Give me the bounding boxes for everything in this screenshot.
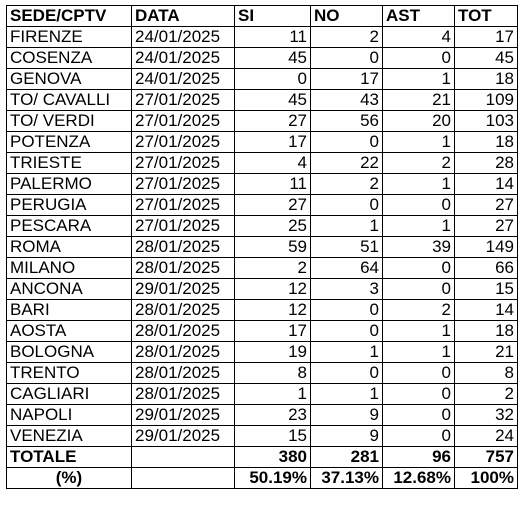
cell-ast: 0 [383,384,455,405]
cell-data: 28/01/2025 [132,342,235,363]
cell-tot: 18 [455,321,518,342]
cell-no: 2 [311,174,383,195]
cell-sede: GENOVA [7,69,132,90]
cell-data: 29/01/2025 [132,405,235,426]
cell-sede: COSENZA [7,48,132,69]
cell-tot: 28 [455,153,518,174]
table-row [7,363,518,384]
cell-ast: 0 [383,195,455,216]
header-tot: TOT [455,6,518,27]
cell-sede: NAPOLI [7,405,132,426]
cell-si: 45 [235,48,311,69]
cell-no: 9 [311,405,383,426]
cell-si: 25 [235,216,311,237]
table-row [7,69,518,90]
cell-tot: 32 [455,405,518,426]
cell-sede: POTENZA [7,132,132,153]
table-row [7,300,518,321]
cell-sede: ROMA [7,237,132,258]
cell-data: 28/01/2025 [132,363,235,384]
cell-sede: VENEZIA [7,426,132,447]
table-row [7,195,518,216]
cell-no: 17 [311,69,383,90]
table-row [7,279,518,300]
cell-sede: ANCONA [7,279,132,300]
cell-data: 27/01/2025 [132,90,235,111]
cell-tot: 2 [455,384,518,405]
cell-no: 64 [311,258,383,279]
cell-sede: BARI [7,300,132,321]
table-row [7,384,518,405]
cell-si: 0 [235,69,311,90]
cell-sede: TO/ VERDI [7,111,132,132]
percent-data [132,468,235,489]
cell-si: 23 [235,405,311,426]
cell-si: 17 [235,132,311,153]
cell-data: 24/01/2025 [132,27,235,48]
cell-si: 8 [235,363,311,384]
cell-no: 1 [311,216,383,237]
cell-ast: 1 [383,132,455,153]
cell-no: 0 [311,321,383,342]
cell-tot: 15 [455,279,518,300]
cell-ast: 1 [383,174,455,195]
percent-label: (%) [7,468,132,489]
cell-si: 12 [235,300,311,321]
table-row [7,426,518,447]
cell-ast: 2 [383,300,455,321]
cell-no: 0 [311,363,383,384]
cell-tot: 14 [455,300,518,321]
cell-ast: 0 [383,258,455,279]
results-table [6,5,518,489]
total-ast: 96 [383,447,455,468]
cell-tot: 18 [455,132,518,153]
cell-si: 12 [235,279,311,300]
percent-row [7,468,518,489]
cell-data: 27/01/2025 [132,132,235,153]
cell-si: 27 [235,195,311,216]
table-row [7,258,518,279]
total-tot: 757 [455,447,518,468]
cell-no: 0 [311,48,383,69]
cell-data: 27/01/2025 [132,153,235,174]
cell-si: 1 [235,384,311,405]
cell-sede: BOLOGNA [7,342,132,363]
cell-si: 4 [235,153,311,174]
header-data: DATA [132,6,235,27]
cell-ast: 0 [383,48,455,69]
cell-si: 19 [235,342,311,363]
cell-si: 2 [235,258,311,279]
cell-data: 29/01/2025 [132,279,235,300]
cell-tot: 8 [455,363,518,384]
cell-data: 27/01/2025 [132,195,235,216]
cell-ast: 4 [383,27,455,48]
cell-data: 27/01/2025 [132,216,235,237]
cell-ast: 2 [383,153,455,174]
cell-ast: 0 [383,426,455,447]
cell-ast: 1 [383,216,455,237]
cell-sede: AOSTA [7,321,132,342]
cell-no: 56 [311,111,383,132]
percent-tot: 100% [455,468,518,489]
cell-ast: 21 [383,90,455,111]
cell-tot: 18 [455,69,518,90]
cell-si: 15 [235,426,311,447]
cell-data: 28/01/2025 [132,321,235,342]
cell-data: 24/01/2025 [132,69,235,90]
total-si: 380 [235,447,311,468]
header-si: SI [235,6,311,27]
cell-data: 28/01/2025 [132,384,235,405]
header-no: NO [311,6,383,27]
table-row [7,321,518,342]
cell-no: 1 [311,342,383,363]
cell-tot: 45 [455,48,518,69]
cell-si: 59 [235,237,311,258]
cell-no: 43 [311,90,383,111]
cell-data: 28/01/2025 [132,237,235,258]
total-row [7,447,518,468]
cell-no: 22 [311,153,383,174]
cell-si: 27 [235,111,311,132]
cell-sede: CAGLIARI [7,384,132,405]
table-row [7,216,518,237]
table-row [7,174,518,195]
table-row [7,27,518,48]
cell-ast: 0 [383,279,455,300]
table-row [7,405,518,426]
cell-data: 28/01/2025 [132,300,235,321]
cell-ast: 0 [383,405,455,426]
header-row [7,6,518,27]
cell-si: 11 [235,27,311,48]
cell-data: 24/01/2025 [132,48,235,69]
table-row [7,153,518,174]
cell-tot: 66 [455,258,518,279]
cell-sede: PERUGIA [7,195,132,216]
cell-no: 2 [311,27,383,48]
cell-no: 1 [311,384,383,405]
percent-si: 50.19% [235,468,311,489]
cell-sede: TO/ CAVALLI [7,90,132,111]
cell-data: 27/01/2025 [132,174,235,195]
cell-ast: 1 [383,69,455,90]
cell-ast: 0 [383,363,455,384]
cell-data: 29/01/2025 [132,426,235,447]
table-row [7,237,518,258]
cell-tot: 24 [455,426,518,447]
cell-sede: PALERMO [7,174,132,195]
header-ast: AST [383,6,455,27]
cell-no: 3 [311,279,383,300]
total-no: 281 [311,447,383,468]
cell-si: 17 [235,321,311,342]
cell-data: 27/01/2025 [132,111,235,132]
table-body [7,27,518,447]
table-row [7,132,518,153]
cell-no: 0 [311,195,383,216]
table-row [7,342,518,363]
cell-tot: 27 [455,216,518,237]
cell-tot: 149 [455,237,518,258]
cell-ast: 1 [383,321,455,342]
cell-sede: MILANO [7,258,132,279]
table-row [7,111,518,132]
cell-no: 0 [311,132,383,153]
cell-ast: 39 [383,237,455,258]
cell-tot: 14 [455,174,518,195]
percent-no: 37.13% [311,468,383,489]
cell-sede: TRENTO [7,363,132,384]
cell-tot: 17 [455,27,518,48]
cell-si: 11 [235,174,311,195]
cell-no: 51 [311,237,383,258]
cell-tot: 27 [455,195,518,216]
cell-no: 9 [311,426,383,447]
cell-sede: PESCARA [7,216,132,237]
cell-si: 45 [235,90,311,111]
table-row [7,90,518,111]
percent-ast: 12.68% [383,468,455,489]
cell-tot: 21 [455,342,518,363]
cell-sede: FIRENZE [7,27,132,48]
results-table-container [6,5,518,489]
cell-tot: 103 [455,111,518,132]
table-row [7,48,518,69]
header-sede: SEDE/CPTV [7,6,132,27]
cell-sede: TRIESTE [7,153,132,174]
cell-tot: 109 [455,90,518,111]
total-label: TOTALE [7,447,132,468]
cell-ast: 20 [383,111,455,132]
cell-ast: 1 [383,342,455,363]
cell-no: 0 [311,300,383,321]
total-data [132,447,235,468]
cell-data: 28/01/2025 [132,258,235,279]
